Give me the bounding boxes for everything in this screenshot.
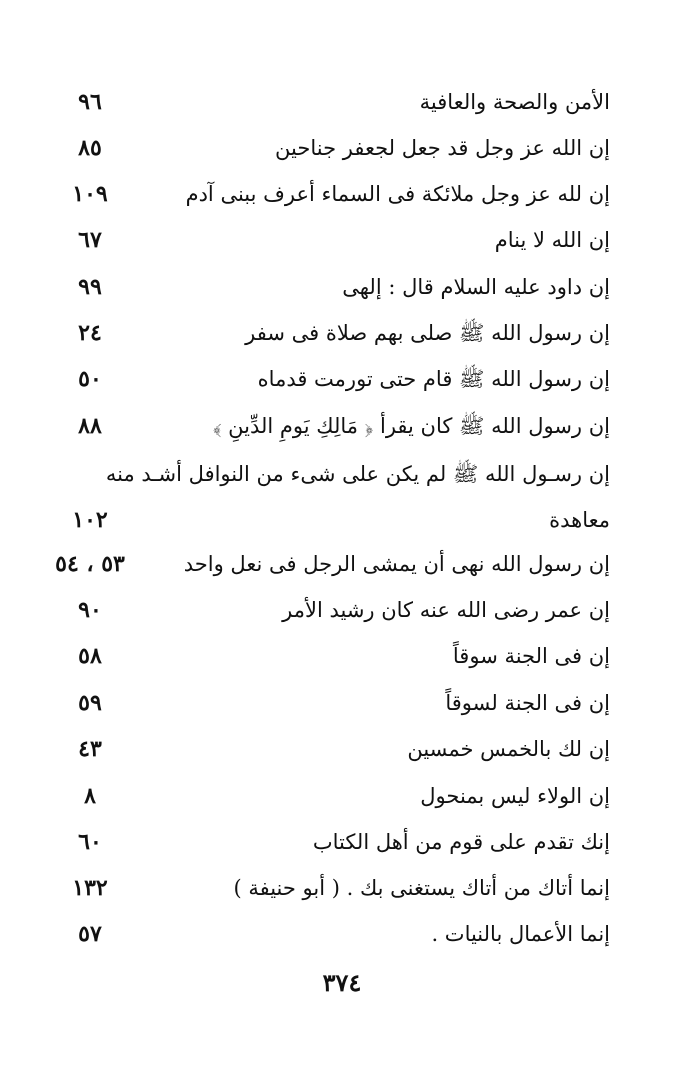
entry-page-number: ٥٣ ، ٥٤ — [55, 551, 125, 577]
entry-page-number: ٨ — [84, 783, 96, 809]
entry-page-number: ٥٩ — [78, 690, 102, 716]
index-row — [40, 311, 610, 355]
entry-page-number: ١٠٢ — [72, 507, 108, 533]
index-row — [40, 218, 610, 262]
entry-text: إنما الأعمال بالنيات . — [431, 922, 610, 946]
entry-page-number: ١٠٩ — [72, 181, 108, 207]
entry-text: إن فى الجنة سوقاً — [452, 644, 610, 668]
entry-text: إن لله عز وجل ملائكة فى السماء أعرف ببنى آدم — [185, 182, 610, 206]
index-row — [40, 265, 610, 309]
entry-text: إنما أتاك من أتاك يستغنى بك . ( أبو حنيفة ) — [233, 876, 610, 900]
entry-page-number: ٨٨ — [78, 413, 102, 439]
entry-text: إنك تقدم على قوم من أهل الكتاب — [312, 830, 610, 854]
entry-text: إن رسـول الله ﷺ لم يكن على شىء من النوافل أشـد منه — [105, 462, 610, 486]
index-row — [40, 498, 610, 542]
entry-text: إن رسول الله نهى أن يمشى الرجل فى نعل واحد — [183, 552, 610, 576]
entry-page-number: ٤٣ — [78, 736, 102, 762]
index-row — [40, 774, 610, 818]
entry-text: معاهدة — [549, 508, 610, 532]
entry-text: إن رسول الله ﷺ صلى بهم صلاة فى سفر — [245, 321, 610, 345]
index-row — [40, 80, 610, 124]
entry-text: إن رسول الله ﷺ قام حتى تورمت قدماه — [257, 367, 610, 391]
entry-page-number: ٦٠ — [78, 829, 102, 855]
index-row — [40, 588, 610, 632]
index-row — [40, 452, 610, 496]
entry-text: إن عمر رضى الله عنه كان رشيد الأمر — [282, 598, 610, 622]
entry-page-number: ٩٦ — [78, 89, 102, 115]
entry-text: الأمن والصحة والعافية — [419, 90, 610, 114]
index-row — [40, 681, 610, 725]
entry-page-number: ٢٤ — [78, 320, 102, 346]
index-row — [40, 126, 610, 170]
index-row — [40, 866, 610, 910]
page-number: ٣٧٤ — [322, 968, 362, 997]
index-row — [40, 172, 610, 216]
entry-page-number: ٨٥ — [78, 135, 102, 161]
entry-text: إن داود عليه السلام قال : إلهى — [342, 275, 610, 299]
index-row — [40, 634, 610, 678]
index-row — [40, 820, 610, 864]
entry-text: إن الله عز وجل قد جعل لجعفر جناحين — [275, 136, 610, 160]
entry-page-number: ٥٨ — [78, 643, 102, 669]
entry-page-number: ٦٧ — [78, 227, 102, 253]
index-row — [40, 912, 610, 956]
index-row — [40, 357, 610, 401]
entry-page-number: ٥٠ — [78, 366, 102, 392]
index-row — [40, 727, 610, 771]
entry-text: إن فى الجنة لسوقاً — [445, 691, 610, 715]
index-row — [40, 404, 610, 448]
entry-page-number: ٩٩ — [78, 274, 102, 300]
entry-text: إن رسول الله ﷺ كان يقرأ ﴿ مَالِكِ يَومِ الدِّينِ ﴾ — [212, 414, 610, 438]
entry-text: إن الولاء ليس بمنحول — [420, 784, 610, 808]
index-row — [40, 542, 610, 586]
entry-page-number: ٥٧ — [78, 921, 102, 947]
entry-text: إن لك بالخمس خمسين — [407, 737, 610, 761]
entry-page-number: ٩٠ — [78, 597, 102, 623]
entry-text: إن الله لا ينام — [494, 228, 610, 252]
entry-page-number: ١٣٢ — [72, 875, 108, 901]
